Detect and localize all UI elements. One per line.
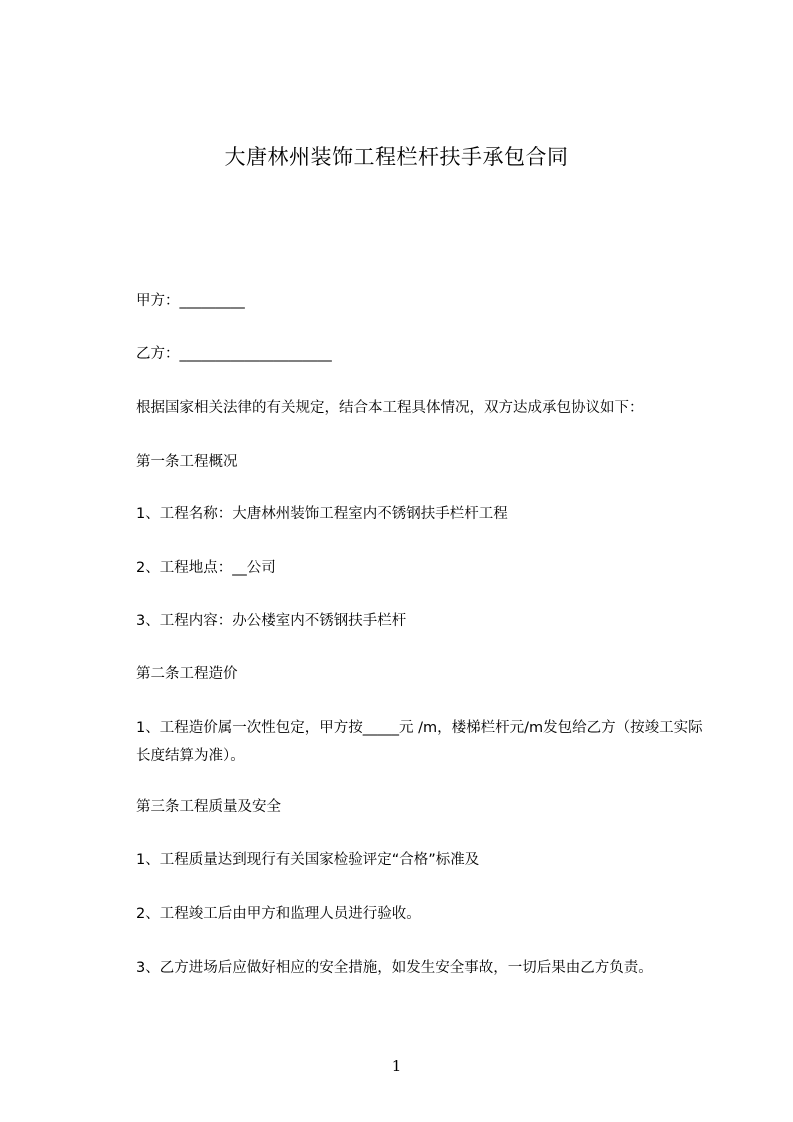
document-title: 大唐林州装饰工程栏杆扶手承包合同 bbox=[224, 145, 569, 169]
article-2-item-1: 1、工程造价属一次性包定，甲方按_____元 /m，楼梯栏杆元/m发包给乙方（按竣工实际长度结算为准）。 bbox=[136, 720, 703, 764]
article-1-item-3: 3、工程内容：办公楼室内不锈钢扶手栏杆 bbox=[136, 613, 407, 629]
page-number: 1 bbox=[391, 1057, 402, 1075]
preamble-paragraph: 根据国家相关法律的有关规定，结合本工程具体情况，双方达成承包协议如下： bbox=[136, 400, 644, 416]
article-1-item-1: 1、工程名称：大唐林州装饰工程室内不锈钢扶手栏杆工程 bbox=[136, 506, 508, 522]
article-3-item-1: 1、工程质量达到现行有关国家检验评定“合格”标准及 bbox=[136, 852, 480, 868]
article-1-heading: 第一条工程概况 bbox=[136, 454, 238, 470]
article-1-item-2: 2、工程地点：__公司 bbox=[136, 560, 276, 576]
article-3-item-3: 3、乙方进场后应做好相应的安全措施，如发生安全事故，一切后果由乙方负责。 bbox=[136, 960, 653, 976]
article-3-heading: 第三条工程质量及安全 bbox=[136, 799, 281, 815]
party-a-line: 甲方：_________ bbox=[136, 293, 245, 309]
article-3-item-2: 2、工程竣工后由甲方和监理人员进行验收。 bbox=[136, 906, 421, 922]
article-2-heading: 第二条工程造价 bbox=[136, 666, 238, 682]
party-b-line: 乙方：_____________________ bbox=[136, 346, 332, 362]
